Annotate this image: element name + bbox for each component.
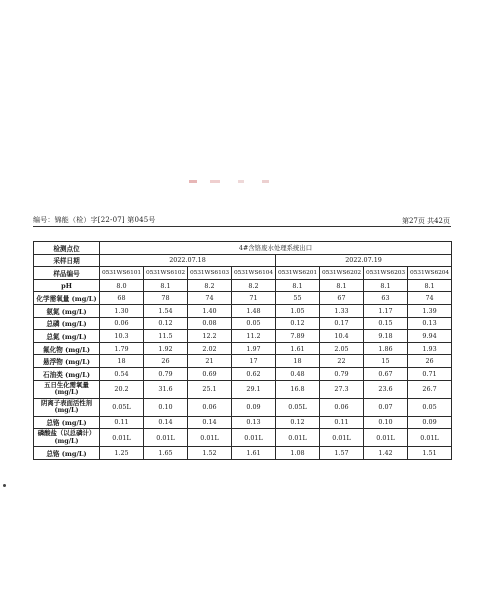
parameter-label: 总铬 (mg/L): [34, 416, 100, 429]
result-value: 26.7: [408, 380, 452, 398]
bleed-through-mark: [238, 180, 244, 183]
scan-speck: [3, 484, 6, 487]
page-indicator: 第27页 共42页: [401, 217, 450, 225]
parameter-row: [34, 279, 452, 292]
bleed-through-mark: [262, 180, 269, 183]
result-value: 0.79: [320, 367, 364, 380]
parameter-row: [34, 416, 452, 429]
result-value: 8.2: [232, 279, 276, 292]
parameter-row: [34, 355, 452, 368]
result-value: 0.10: [364, 416, 408, 429]
result-value: 1.39: [408, 304, 452, 317]
result-value: 0.07: [364, 398, 408, 416]
result-value: 20.2: [100, 380, 144, 398]
parameter-row: [34, 292, 452, 305]
results-table: [33, 241, 452, 460]
result-value: 0.01L: [232, 429, 276, 447]
parameter-label: 化学需氧量 (mg/L): [34, 292, 100, 305]
result-value: 1.57: [320, 447, 364, 460]
result-value: 1.93: [408, 342, 452, 355]
result-value: 1.30: [100, 304, 144, 317]
result-value: 8.0: [100, 279, 144, 292]
result-value: 74: [408, 292, 452, 305]
point-name: 4#含铬废水处理系统出口: [100, 242, 452, 255]
result-value: 15: [364, 355, 408, 368]
result-value: 25.1: [188, 380, 232, 398]
result-value: 10.4: [320, 330, 364, 343]
result-value: 0.13: [408, 317, 452, 330]
result-value: 1.25: [100, 447, 144, 460]
result-value: 0.12: [276, 317, 320, 330]
result-value: 1.48: [232, 304, 276, 317]
result-value: 2.05: [320, 342, 364, 355]
date-label: 采样日期: [34, 254, 100, 267]
date-1: 2022.07.18: [100, 254, 276, 267]
report-number: 编号：锦能（检）字[22-07] 第045号: [33, 216, 156, 224]
sample-code: 0531WS6104: [232, 267, 276, 280]
parameter-row: [34, 429, 452, 447]
result-value: 74: [188, 292, 232, 305]
point-row: [34, 242, 452, 255]
result-value: 0.54: [100, 367, 144, 380]
result-value: 78: [144, 292, 188, 305]
result-value: 8.1: [276, 279, 320, 292]
result-value: 2.02: [188, 342, 232, 355]
sample-code: 0531WS6203: [364, 267, 408, 280]
result-value: 0.01L: [364, 429, 408, 447]
header-divider: [33, 226, 451, 227]
result-value: 71: [232, 292, 276, 305]
sample-code: 0531WS6204: [408, 267, 452, 280]
result-value: 55: [276, 292, 320, 305]
result-value: 29.1: [232, 380, 276, 398]
result-value: 26: [408, 355, 452, 368]
sample-code: 0531WS6102: [144, 267, 188, 280]
result-value: 0.14: [188, 416, 232, 429]
result-value: 0.17: [320, 317, 364, 330]
result-value: 8.1: [144, 279, 188, 292]
result-value: 1.86: [364, 342, 408, 355]
result-value: 8.1: [408, 279, 452, 292]
parameter-row: [34, 367, 452, 380]
result-value: 8.1: [320, 279, 364, 292]
sample-row: [34, 267, 452, 280]
parameter-label: 五日生化需氧量 (mg/L): [34, 380, 100, 398]
date-row: [34, 254, 452, 267]
result-value: 11.2: [232, 330, 276, 343]
result-value: 1.08: [276, 447, 320, 460]
parameter-row: [34, 317, 452, 330]
result-value: 0.01L: [408, 429, 452, 447]
parameter-row: [34, 342, 452, 355]
sample-code: 0531WS6202: [320, 267, 364, 280]
result-value: 0.09: [232, 398, 276, 416]
bleed-through-mark: [189, 180, 197, 183]
result-value: 0.11: [100, 416, 144, 429]
parameter-label: pH: [34, 279, 100, 292]
result-value: 0.12: [276, 416, 320, 429]
result-value: 0.05L: [100, 398, 144, 416]
result-value: 0.06: [320, 398, 364, 416]
result-value: 0.67: [364, 367, 408, 380]
result-value: 18: [100, 355, 144, 368]
result-value: 26: [144, 355, 188, 368]
sample-label: 样品编号: [34, 267, 100, 280]
result-value: 0.15: [364, 317, 408, 330]
parameter-label: 总氮 (mg/L): [34, 330, 100, 343]
result-value: 0.01L: [276, 429, 320, 447]
result-value: 8.2: [188, 279, 232, 292]
parameter-label: 阴离子表面活性剂 (mg/L): [34, 398, 100, 416]
result-value: 1.05: [276, 304, 320, 317]
result-value: 1.40: [188, 304, 232, 317]
result-value: 0.11: [320, 416, 364, 429]
result-value: 23.6: [364, 380, 408, 398]
parameter-label: 石油类 (mg/L): [34, 367, 100, 380]
result-value: 18: [276, 355, 320, 368]
result-value: 1.33: [320, 304, 364, 317]
sample-code: 0531WS6103: [188, 267, 232, 280]
result-value: 0.10: [144, 398, 188, 416]
result-value: 1.42: [364, 447, 408, 460]
result-value: 1.51: [408, 447, 452, 460]
result-value: 10.3: [100, 330, 144, 343]
result-value: 27.3: [320, 380, 364, 398]
parameter-label: 悬浮物 (mg/L): [34, 355, 100, 368]
result-value: 7.89: [276, 330, 320, 343]
result-value: 1.54: [144, 304, 188, 317]
result-value: 9.18: [364, 330, 408, 343]
result-value: 8.1: [364, 279, 408, 292]
parameter-row: [34, 398, 452, 416]
result-value: 1.97: [232, 342, 276, 355]
result-value: 0.09: [408, 416, 452, 429]
sample-code: 0531WS6201: [276, 267, 320, 280]
result-value: 21: [188, 355, 232, 368]
result-value: 17: [232, 355, 276, 368]
result-value: 1.61: [276, 342, 320, 355]
result-value: 0.05L: [276, 398, 320, 416]
parameter-label: 磷酸盐（以总磷计） (mg/L): [34, 429, 100, 447]
result-value: 1.17: [364, 304, 408, 317]
parameter-row: [34, 304, 452, 317]
parameter-row: [34, 380, 452, 398]
result-value: 9.94: [408, 330, 452, 343]
result-value: 0.62: [232, 367, 276, 380]
result-value: 0.01L: [320, 429, 364, 447]
result-value: 0.69: [188, 367, 232, 380]
parameter-row: [34, 447, 452, 460]
result-value: 0.14: [144, 416, 188, 429]
result-value: 1.65: [144, 447, 188, 460]
result-value: 0.48: [276, 367, 320, 380]
result-value: 0.08: [188, 317, 232, 330]
date-2: 2022.07.19: [276, 254, 452, 267]
result-value: 68: [100, 292, 144, 305]
data-rows: [34, 279, 452, 459]
result-value: 0.12: [144, 317, 188, 330]
parameter-label: 总磷 (mg/L): [34, 317, 100, 330]
result-value: 1.52: [188, 447, 232, 460]
parameter-label: 氟化物 (mg/L): [34, 342, 100, 355]
result-value: 1.92: [144, 342, 188, 355]
result-value: 0.06: [188, 398, 232, 416]
result-value: 0.01L: [144, 429, 188, 447]
result-value: 0.71: [408, 367, 452, 380]
result-value: 12.2: [188, 330, 232, 343]
sample-code: 0531WS6101: [100, 267, 144, 280]
parameter-label: 总铬 (mg/L): [34, 447, 100, 460]
parameter-row: [34, 330, 452, 343]
result-value: 0.05: [232, 317, 276, 330]
result-value: 0.79: [144, 367, 188, 380]
bleed-through-mark: [210, 180, 220, 183]
result-value: 0.05: [408, 398, 452, 416]
result-value: 11.5: [144, 330, 188, 343]
result-value: 1.61: [232, 447, 276, 460]
result-value: 67: [320, 292, 364, 305]
result-value: 0.01L: [188, 429, 232, 447]
result-value: 0.13: [232, 416, 276, 429]
result-value: 63: [364, 292, 408, 305]
result-value: 22: [320, 355, 364, 368]
parameter-label: 氨氮 (mg/L): [34, 304, 100, 317]
result-value: 31.6: [144, 380, 188, 398]
result-value: 16.8: [276, 380, 320, 398]
point-label: 检测点位: [34, 242, 100, 255]
result-value: 0.01L: [100, 429, 144, 447]
result-value: 0.06: [100, 317, 144, 330]
result-value: 1.79: [100, 342, 144, 355]
